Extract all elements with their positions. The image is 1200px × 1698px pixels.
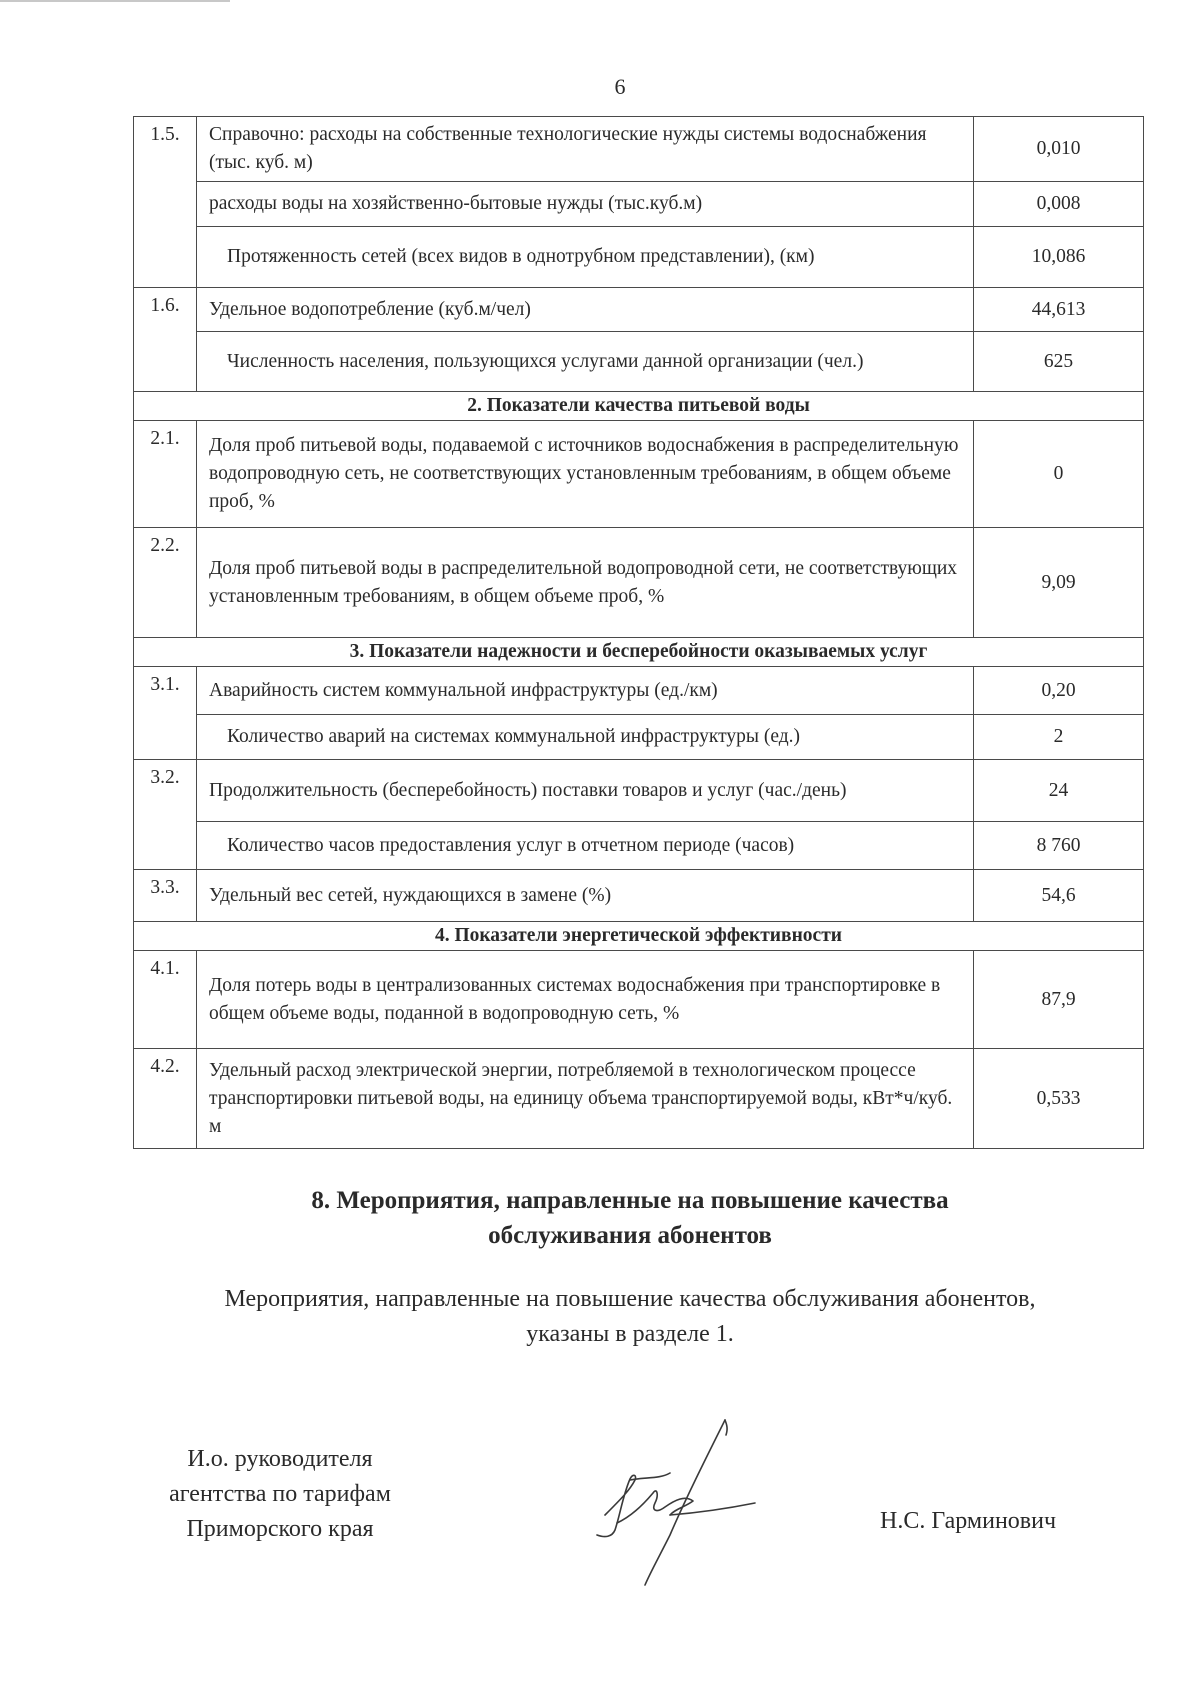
section-row — [134, 638, 1144, 667]
section-row — [134, 392, 1144, 421]
signatory-role-line: И.о. руководителя — [187, 1446, 373, 1472]
signatory-name: Н.С. Гарминович — [880, 1508, 1057, 1534]
row-number: 3.2. — [134, 760, 197, 822]
row-number — [134, 182, 197, 227]
table-row — [134, 760, 1144, 822]
row-number — [134, 715, 197, 760]
row-value: 54,6 — [974, 870, 1144, 922]
row-number — [134, 332, 197, 392]
row-description: Доля потерь воды в централизованных системах водоснабжения при транспортировке в общем объеме воды, поданной в водопроводную сеть, % — [197, 951, 974, 1049]
row-number: 2.1. — [134, 421, 197, 528]
table-row — [134, 528, 1144, 638]
section-8-heading-line: обслуживания абонентов — [488, 1222, 772, 1249]
signatory-role — [130, 1442, 430, 1547]
table-row — [134, 227, 1144, 288]
signatory-role-line: Приморского края — [186, 1516, 374, 1542]
row-number — [134, 822, 197, 870]
section-title: 3. Показатели надежности и бесперебойности оказываемых услуг — [134, 638, 1144, 667]
row-description: Протяженность сетей (всех видов в однотрубном представлении), (км) — [197, 227, 974, 288]
table-row — [134, 288, 1144, 332]
section-8-text — [0, 1282, 1200, 1352]
row-value: 24 — [974, 760, 1144, 822]
row-description: Аварийность систем коммунальной инфраструктуры (ед./км) — [197, 667, 974, 715]
row-number: 4.1. — [134, 951, 197, 1049]
section-row — [134, 922, 1144, 951]
row-number: 1.6. — [134, 288, 197, 332]
row-value: 625 — [974, 332, 1144, 392]
row-number: 4.2. — [134, 1049, 197, 1149]
table-row — [134, 182, 1144, 227]
section-title: 2. Показатели качества питьевой воды — [134, 392, 1144, 421]
section-8-heading-line: 8. Мероприятия, направленные на повышение качества — [311, 1187, 949, 1214]
row-number: 3.3. — [134, 870, 197, 922]
row-number: 2.2. — [134, 528, 197, 638]
table-row — [134, 1049, 1144, 1149]
row-value: 8 760 — [974, 822, 1144, 870]
table-row — [134, 870, 1144, 922]
row-value: 0,010 — [974, 117, 1144, 182]
table-row — [134, 715, 1144, 760]
row-description: Продолжительность (бесперебойность) поставки товаров и услуг (час./день) — [197, 760, 974, 822]
section-title: 4. Показатели энергетической эффективности — [134, 922, 1144, 951]
row-value: 0,008 — [974, 182, 1144, 227]
table-row — [134, 822, 1144, 870]
table-row — [134, 951, 1144, 1049]
table-row — [134, 421, 1144, 528]
row-description: Количество аварий на системах коммунальной инфраструктуры (ед.) — [197, 715, 974, 760]
row-number — [134, 227, 197, 288]
row-value: 44,613 — [974, 288, 1144, 332]
row-description: Численность населения, пользующихся услугами данной организации (чел.) — [197, 332, 974, 392]
table-row — [134, 667, 1144, 715]
row-description: Удельный расход электрической энергии, потребляемой в технологическом процессе транспортировки питьевой воды, на единицу объема транспортируемой воды, кВт*ч/куб. м — [197, 1049, 974, 1149]
table-row — [134, 332, 1144, 392]
signatory-role-line: агентства по тарифам — [169, 1481, 391, 1507]
section-8-text-line: Мероприятия, направленные на повышение качества обслуживания абонентов, — [224, 1286, 1036, 1312]
row-value: 10,086 — [974, 227, 1144, 288]
section-8-heading — [0, 1183, 1200, 1253]
row-value: 0 — [974, 421, 1144, 528]
row-description: Удельный вес сетей, нуждающихся в замене (%) — [197, 870, 974, 922]
row-value: 9,09 — [974, 528, 1144, 638]
row-number: 3.1. — [134, 667, 197, 715]
row-value: 87,9 — [974, 951, 1144, 1049]
row-description: расходы воды на хозяйственно-бытовые нужды (тыс.куб.м) — [197, 182, 974, 227]
row-number: 1.5. — [134, 117, 197, 182]
row-description: Справочно: расходы на собственные технологические нужды системы водоснабжения (тыс. куб. м) — [197, 117, 974, 182]
row-description: Доля проб питьевой воды в распределительной водопроводной сети, не соответствующих установленным требованиям, в общем объеме проб, % — [197, 528, 974, 638]
scan-edge-mark — [0, 0, 230, 2]
indicators-table — [133, 116, 1144, 1149]
row-description: Доля проб питьевой воды, подаваемой с источников водоснабжения в распределительную водопроводную сеть, не соответствующих установленным требованиям, в общем объеме проб, % — [197, 421, 974, 528]
row-description: Количество часов предоставления услуг в отчетном периоде (часов) — [197, 822, 974, 870]
row-value: 0,533 — [974, 1049, 1144, 1149]
page-number: 6 — [614, 74, 626, 99]
handwritten-signature — [575, 1405, 795, 1595]
row-description: Удельное водопотребление (куб.м/чел) — [197, 288, 974, 332]
row-value: 2 — [974, 715, 1144, 760]
row-value: 0,20 — [974, 667, 1144, 715]
section-8-text-line: указаны в разделе 1. — [526, 1321, 734, 1347]
table-row — [134, 117, 1144, 182]
